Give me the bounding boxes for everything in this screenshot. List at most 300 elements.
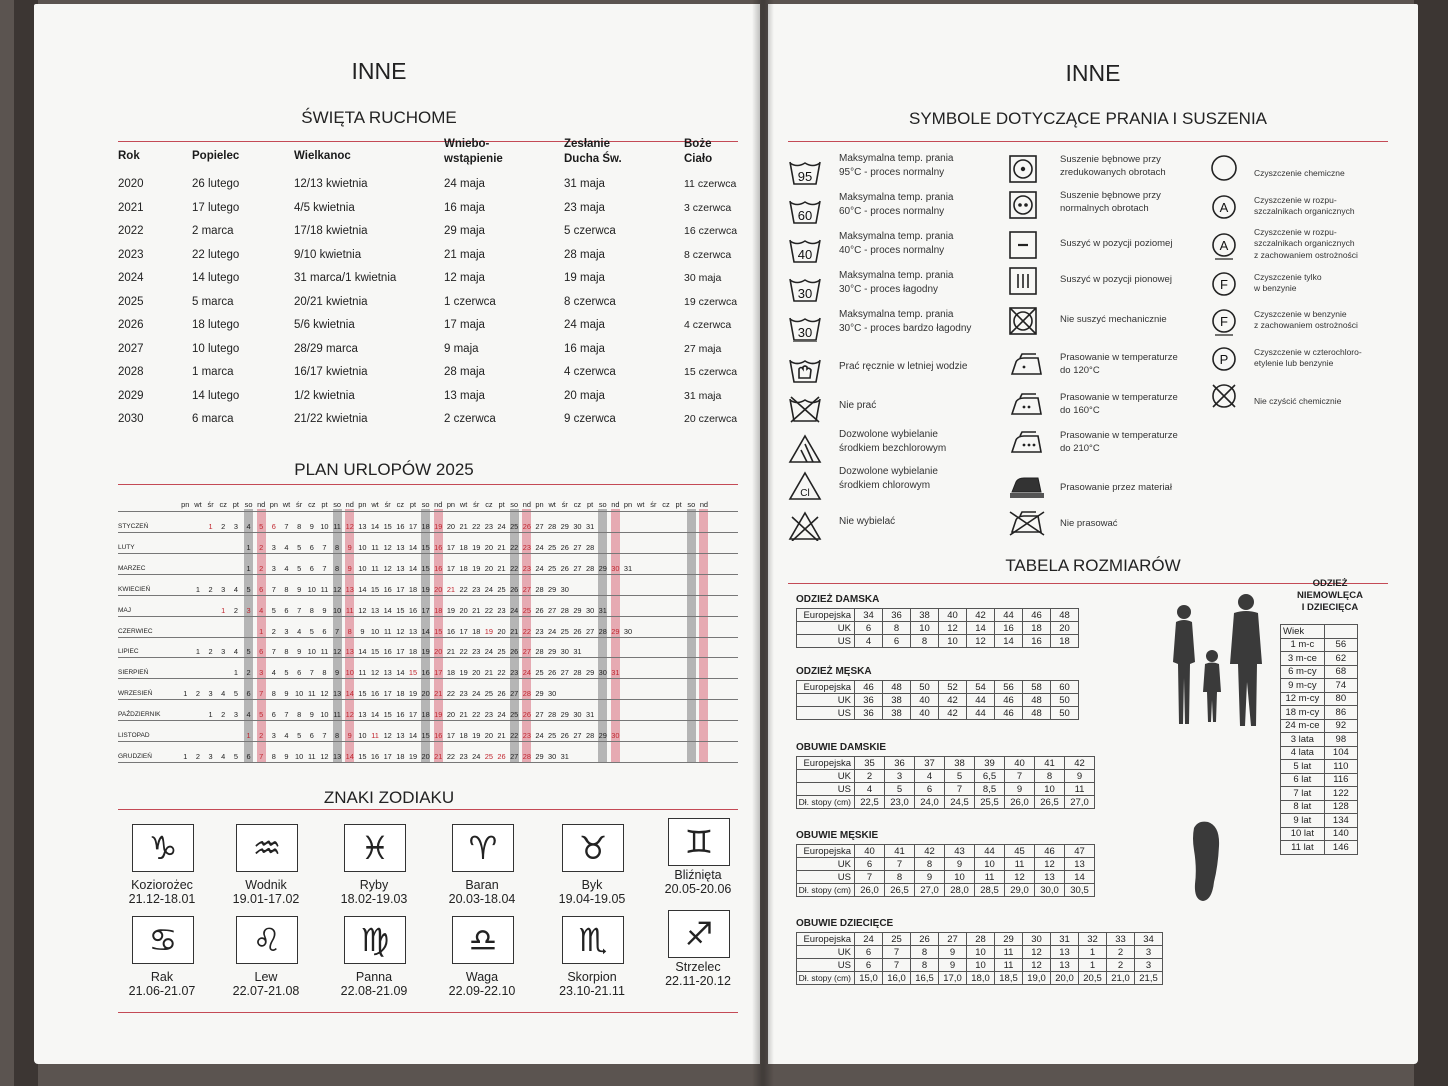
calendar-day: 27	[560, 668, 569, 678]
vacation-row-line	[118, 616, 738, 617]
calendar-day: 4	[284, 731, 289, 740]
zodiac-glyph: ♓	[360, 829, 390, 867]
size-cell: 47	[1065, 845, 1095, 858]
women-clothing-table	[796, 608, 1079, 648]
wash-40-icon	[788, 236, 822, 269]
size-row-label: UK	[797, 622, 855, 635]
zodiac-name: Koziorożec	[131, 878, 193, 892]
calendar-day: 26	[510, 647, 519, 657]
calendar-day: 27	[573, 731, 582, 740]
left-page-title: INNE	[351, 58, 407, 84]
calendar-day: 26	[522, 522, 531, 531]
calendar-day: 3	[271, 542, 276, 552]
month-label: STYCZEŃ	[118, 523, 149, 530]
svg-text:40: 40	[797, 247, 813, 262]
calendar-day: 3	[208, 689, 213, 699]
size-cell: 10	[1035, 783, 1065, 796]
calendar-day: 18	[459, 563, 468, 573]
month-label: MAJ	[118, 606, 131, 614]
laundry-label: Czyszczenie tylko w benzynie	[1254, 272, 1322, 294]
calendar-day: 29	[548, 584, 557, 594]
calendar-day: 5	[309, 626, 314, 636]
calendar-day: 2	[195, 751, 200, 761]
size-cell: 30,5	[1065, 884, 1095, 897]
calendar-day: 4	[284, 542, 289, 552]
size-cell: 8	[1035, 770, 1065, 783]
calendar-day: 3	[233, 522, 238, 531]
calendar-day: 27	[585, 626, 595, 636]
size-cell: 8	[911, 959, 939, 972]
size-cell: 6	[915, 783, 945, 796]
zodiac-strzelec-icon	[668, 910, 730, 958]
vacation-row-line	[118, 699, 738, 700]
size-cell: 6	[855, 622, 883, 635]
foot-silhouette-icon	[1188, 820, 1224, 904]
baby-age: 8 lat	[1281, 800, 1325, 814]
size-cell: 26,5	[1035, 796, 1065, 809]
weekday-label: pn	[269, 500, 278, 509]
size-cell: 11	[995, 946, 1023, 959]
month-label: GRUDZIEŃ	[118, 752, 152, 760]
size-cell: 8	[911, 946, 939, 959]
calendar-day: 20	[472, 668, 481, 678]
size-cell: 43	[945, 845, 975, 858]
size-cell: 29,0	[1005, 884, 1035, 897]
calendar-day: 12	[358, 605, 367, 615]
calendar-day: 17	[434, 668, 443, 678]
calendar-day: 6	[309, 563, 314, 573]
no-iron-icon	[1008, 510, 1046, 541]
weekday-label: nd	[699, 500, 709, 509]
size-cell: 9	[915, 871, 945, 884]
calendar-day: 16	[370, 751, 380, 761]
calendar-day: 11	[358, 668, 367, 678]
calendar-day: 30	[611, 563, 620, 573]
zodiac-baran-icon	[452, 824, 514, 872]
size-cell: 46	[995, 707, 1023, 720]
calendar-day: 2	[259, 731, 264, 740]
baby-size: 68	[1324, 665, 1357, 679]
calendar-day: 5	[284, 668, 289, 678]
calendar-day: 13	[396, 563, 405, 573]
holiday-date: 1/2 kwietnia	[294, 389, 355, 402]
svg-text:95: 95	[797, 169, 813, 184]
calendar-day: 2	[271, 626, 276, 636]
zodiac-glyph: ♒	[252, 829, 282, 867]
size-cell: 38	[945, 757, 975, 770]
size-row-label: Europejska	[797, 609, 855, 622]
size-cell: 21,5	[1135, 972, 1163, 985]
laundry-label: Czyszczenie w czterochloro- etylenie lub benzynie	[1254, 347, 1362, 369]
calendar-day: 9	[360, 626, 365, 636]
calendar-day: 28	[585, 563, 595, 573]
calendar-day: 28	[585, 731, 595, 740]
no-dry-clean-icon	[1210, 382, 1238, 415]
calendar-day: 15	[370, 647, 380, 657]
calendar-day: 3	[233, 710, 238, 720]
zodiac-ryby-icon	[344, 824, 406, 872]
calendar-day: 25	[510, 522, 519, 531]
hand-wash-icon	[788, 356, 822, 389]
calendar-day: 17	[459, 626, 468, 636]
calendar-day: 16	[383, 584, 392, 594]
zodiac-rule	[118, 809, 738, 810]
calendar-day: 7	[271, 647, 276, 657]
zodiac-dates: 22.07-21.08	[232, 984, 300, 998]
holiday-date: 5 marca	[192, 295, 234, 308]
calendar-day: 10	[320, 710, 329, 720]
calendar-day: 15	[421, 731, 430, 740]
calendar-day: 24	[472, 689, 481, 699]
weekday-label: wt	[282, 500, 291, 509]
saturday-stripe	[598, 509, 607, 762]
women-clothing-table-title: ODZIEŻ DAMSKA	[796, 594, 880, 605]
holiday-date: 24 maja	[564, 319, 605, 331]
calendar-day: 24	[497, 710, 506, 720]
zodiac-name: Rak	[150, 970, 174, 984]
size-row-label: US	[797, 635, 855, 648]
calendar-day: 16	[383, 647, 392, 657]
calendar-day: 14	[408, 563, 418, 573]
calendar-day: 12	[383, 563, 392, 573]
men-clothing-table-title: ODZIEŻ MĘSKA	[796, 666, 872, 677]
size-row-label: Europejska	[797, 933, 855, 946]
zodiac-name: Strzelec	[675, 960, 721, 974]
calendar-day: 11	[307, 751, 316, 761]
size-cell: 30	[1023, 933, 1051, 946]
weekday-label: pt	[498, 500, 505, 509]
weekday-label: pt	[587, 500, 594, 509]
size-cell: 25	[883, 933, 911, 946]
calendar-day: 23	[510, 668, 519, 678]
size-cell: 24,5	[945, 796, 975, 809]
laundry-label: Prasowanie w temperaturze do 120°C	[1060, 352, 1178, 376]
holiday-date: 3 czerwca	[684, 201, 732, 214]
baby-age: 7 lat	[1281, 787, 1325, 801]
calendar-day: 6	[309, 542, 314, 552]
calendar-day: 6	[271, 522, 276, 531]
svg-text:P: P	[1219, 352, 1229, 367]
month-label: PAŹDZIERNIK	[118, 711, 161, 719]
size-row-label: UK	[797, 694, 855, 707]
size-cell: 50	[1051, 707, 1079, 720]
holiday-date: 31 marca/1 kwietnia	[294, 272, 397, 284]
sizes-title: TABELA ROZMIARÓW	[1005, 556, 1181, 575]
holiday-date: 16 czerwca	[684, 225, 738, 237]
zodiac-dates: 21.06-21.07	[128, 984, 196, 998]
calendar-day: 16	[446, 626, 456, 636]
calendar-day: 28	[598, 626, 607, 636]
zodiac-name: Lew	[254, 970, 278, 984]
laundry-label: Suszyć w pozycji poziomej	[1060, 238, 1173, 249]
size-cell: 7	[883, 959, 911, 972]
holiday-year: 2030	[118, 413, 144, 425]
baby-size: 128	[1324, 800, 1357, 814]
svg-text:60: 60	[797, 208, 813, 223]
calendar-day: 23	[472, 647, 481, 657]
calendar-day: 26	[497, 689, 506, 699]
size-cell: 50	[911, 681, 939, 694]
no-bleach-icon	[788, 511, 822, 546]
calendar-day: 21	[497, 731, 506, 740]
size-cell: 42	[939, 694, 967, 707]
calendar-day: 21	[510, 626, 519, 636]
holiday-date: 4 czerwca	[684, 319, 732, 331]
calendar-day: 2	[246, 668, 251, 678]
zodiac-bottom-rule	[118, 1012, 738, 1013]
calendar-day: 14	[383, 605, 392, 615]
holiday-date: 4/5 kwietnia	[294, 201, 355, 214]
weekday-label: pt	[675, 500, 682, 509]
holiday-date: 12/13 kwietnia	[294, 178, 368, 190]
size-cell: 31	[1051, 933, 1079, 946]
holiday-date: 2 czerwca	[444, 413, 496, 425]
laundry-label: Prasowanie w temperaturze do 210°C	[1060, 430, 1178, 454]
calendar-day: 13	[396, 731, 405, 740]
holiday-date: 17 lutego	[192, 201, 240, 214]
laundry-label: Czyszczenie chemiczne	[1254, 168, 1345, 178]
baby-age: 9 lat	[1281, 814, 1325, 828]
vacation-grid	[34, 4, 760, 784]
calendar-day: 11	[371, 731, 379, 740]
vacation-title: PLAN URLOPÓW 2025	[294, 460, 474, 479]
zodiac-koziorożec-icon	[132, 824, 194, 872]
calendar-day: 15	[358, 751, 367, 761]
calendar-day: 18	[472, 626, 481, 636]
holiday-year: 2028	[118, 366, 144, 378]
vacation-row-line	[118, 762, 738, 763]
holidays-column-header: Popielec	[192, 150, 240, 162]
size-cell: 54	[967, 681, 995, 694]
chlorine-bleach-icon	[788, 471, 822, 506]
holiday-date: 5 czerwca	[564, 225, 616, 237]
zodiac-glyph: ♋	[148, 921, 178, 959]
calendar-day: 24	[497, 522, 506, 531]
vacation-row-line	[118, 595, 738, 596]
holiday-date: 15 czerwca	[684, 366, 738, 378]
calendar-day: 19	[408, 689, 418, 699]
holiday-year: 2029	[118, 389, 144, 402]
holiday-date: 24 maja	[444, 178, 485, 190]
size-cell: 10	[939, 635, 967, 648]
size-cell: 42	[939, 707, 967, 720]
calendar-day: 3	[221, 584, 226, 594]
size-cell: 40	[911, 707, 939, 720]
size-cell: 20,0	[1051, 972, 1079, 985]
holiday-date: 12 maja	[444, 272, 485, 284]
calendar-day: 14	[370, 710, 380, 720]
kids-shoes-table	[796, 932, 1163, 985]
size-cell: 52	[939, 681, 967, 694]
holiday-date: 14 lutego	[192, 389, 240, 402]
calendar-day: 1	[246, 563, 251, 573]
calendar-day: 2	[221, 710, 226, 720]
holiday-date: 20/21 kwietnia	[294, 295, 368, 308]
weekday-label: wt	[636, 500, 645, 509]
calendar-day: 10	[358, 731, 367, 740]
wash-30-gentle-icon	[788, 314, 822, 347]
calendar-day: 27	[573, 563, 582, 573]
size-cell: 5	[885, 783, 915, 796]
zodiac-name: Waga	[465, 970, 499, 984]
size-row-label: Dł. stopy (cm)	[797, 796, 855, 809]
holiday-year: 2023	[118, 248, 144, 261]
holiday-date: 14 lutego	[192, 272, 240, 284]
size-cell: 16,5	[911, 972, 939, 985]
size-cell: 8	[915, 858, 945, 871]
calendar-day: 6	[309, 731, 314, 740]
calendar-day: 24	[535, 542, 544, 552]
wash-60-icon	[788, 197, 822, 230]
calendar-day: 3	[271, 563, 276, 573]
baby-size: 116	[1324, 773, 1357, 787]
calendar-day: 18	[396, 751, 405, 761]
baby-age: 3 m-ce	[1281, 652, 1325, 666]
zodiac-dates: 19.01-17.02	[232, 892, 300, 906]
baby-age: 6 lat	[1281, 773, 1325, 787]
calendar-day: 19	[459, 668, 468, 678]
weekday-label: cz	[219, 500, 227, 509]
calendar-day: 11	[333, 710, 341, 720]
calendar-day: 7	[284, 710, 289, 720]
holiday-date: 9 maja	[444, 342, 479, 355]
calendar-day: 30	[560, 647, 569, 657]
svg-text:A: A	[1219, 200, 1229, 215]
size-row-label: US	[797, 871, 855, 884]
calendar-day: 24	[535, 563, 544, 573]
weekday-label: nd	[257, 500, 266, 509]
svg-text:Cl: Cl	[800, 488, 810, 499]
size-cell: 20,5	[1079, 972, 1107, 985]
baby-age: 11 lat	[1281, 841, 1325, 855]
calendar-day: 25	[560, 626, 569, 636]
calendar-day: 22	[510, 563, 519, 573]
size-cell: 36	[855, 694, 883, 707]
calendar-day: 25	[548, 563, 557, 573]
calendar-day: 14	[421, 626, 430, 636]
dry-clean-icon	[1210, 154, 1238, 187]
size-cell: 6	[855, 946, 883, 959]
calendar-day: 15	[434, 626, 443, 636]
size-cell: 22,5	[855, 796, 885, 809]
calendar-day: 23	[459, 689, 468, 699]
baby-size: 104	[1324, 746, 1357, 760]
calendar-day: 9	[297, 584, 302, 594]
size-cell: 7	[855, 871, 885, 884]
month-label: LIPIEC	[118, 648, 139, 656]
month-label: LUTY	[118, 543, 135, 551]
calendar-day: 8	[284, 584, 289, 594]
calendar-day: 20	[459, 605, 468, 615]
size-cell: 12	[1023, 959, 1051, 972]
wash-95-icon	[788, 158, 822, 191]
book-cover-right-edge	[1414, 0, 1448, 1086]
size-cell: 26,0	[1005, 796, 1035, 809]
calendar-day: 27	[535, 522, 544, 531]
calendar-day: 21	[472, 605, 481, 615]
holiday-date: 16 maja	[564, 342, 605, 355]
calendar-day: 21	[497, 563, 506, 573]
baby-clothing-title: ODZIEŻ NIEMOWLĘCA I DZIECIĘCA	[1297, 578, 1363, 613]
calendar-day: 10	[358, 542, 367, 552]
size-cell: 28,5	[975, 884, 1005, 897]
baby-age: 12 m-cy	[1281, 692, 1325, 706]
calendar-day: 24	[484, 584, 493, 594]
size-cell: 16	[995, 622, 1023, 635]
weekday-label: pn	[623, 500, 633, 509]
holiday-date: 6 marca	[192, 413, 234, 425]
calendar-day: 25	[548, 731, 557, 740]
calendar-day: 12	[320, 689, 329, 699]
calendar-day: 24	[548, 626, 557, 636]
month-label: WRZESIEŃ	[118, 690, 153, 698]
calendar-day: 17	[396, 647, 405, 657]
calendar-day: 12	[332, 584, 342, 594]
calendar-day: 28	[535, 584, 544, 594]
zodiac-lew-icon	[236, 916, 298, 964]
calendar-day: 19	[408, 751, 418, 761]
calendar-day: 7	[259, 751, 264, 761]
calendar-day: 15	[421, 542, 430, 552]
size-row-label: Europejska	[797, 757, 855, 770]
calendar-day: 23	[497, 605, 506, 615]
holiday-year: 2024	[118, 272, 144, 284]
calendar-day: 18	[459, 542, 468, 552]
calendar-day: 14	[358, 647, 367, 657]
calendar-day: 12	[320, 751, 329, 761]
svg-text:F: F	[1220, 277, 1228, 292]
size-cell: 29	[995, 933, 1023, 946]
holiday-date: 23 maja	[564, 201, 605, 214]
calendar-day: 26	[497, 751, 506, 761]
size-cell: 48	[1023, 707, 1051, 720]
calendar-day: 20	[484, 542, 493, 552]
holiday-date: 29 maja	[444, 225, 485, 237]
baby-size: 62	[1324, 652, 1357, 666]
calendar-day: 17	[383, 751, 392, 761]
calendar-day: 21	[497, 542, 506, 552]
calendar-day: 29	[535, 751, 544, 761]
calendar-day: 5	[246, 584, 251, 594]
calendar-day: 1	[183, 751, 188, 761]
calendar-day: 13	[358, 710, 367, 720]
svg-text:A: A	[1219, 238, 1229, 253]
zodiac-name: Ryby	[359, 878, 389, 892]
calendar-day: 27	[522, 584, 531, 594]
size-row-label: Europejska	[797, 681, 855, 694]
size-cell: 7	[885, 858, 915, 871]
calendar-day: 12	[345, 710, 354, 720]
vacation-row-line	[118, 532, 738, 533]
calendar-day: 5	[259, 710, 264, 720]
calendar-day: 8	[271, 751, 276, 761]
calendar-day: 15	[358, 689, 367, 699]
calendar-day: 27	[510, 751, 519, 761]
baby-clothing-table	[1280, 624, 1358, 855]
calendar-day: 19	[472, 731, 481, 740]
baby-age: 10 lat	[1281, 827, 1325, 841]
calendar-day: 18	[446, 668, 456, 678]
month-label: SIERPIEŃ	[118, 669, 149, 677]
zodiac-dates: 18.02-19.03	[340, 892, 408, 906]
calendar-day: 24	[535, 731, 544, 740]
calendar-day: 9	[347, 563, 352, 573]
size-cell: 7	[945, 783, 975, 796]
calendar-day: 10	[332, 605, 342, 615]
size-cell: 4	[855, 783, 885, 796]
holiday-date: 16 maja	[444, 201, 485, 214]
size-cell: 7	[1005, 770, 1035, 783]
